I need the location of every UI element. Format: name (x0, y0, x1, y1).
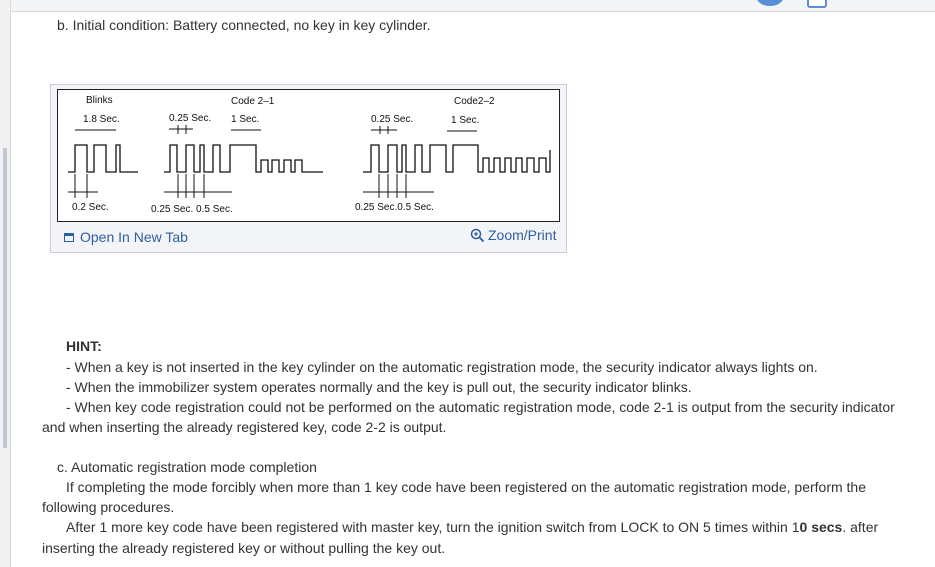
left-panel-edge (0, 0, 11, 567)
zoom-print-label: Zoom/Print (488, 227, 557, 243)
t025a-label: 0.25 Sec. (169, 113, 212, 124)
zoom-print-link[interactable] (470, 227, 556, 243)
hint-title: HINT: (66, 338, 102, 354)
t025b-label: 0.25 Sec. (371, 114, 414, 125)
timing-diagram-svg (58, 90, 561, 223)
p2-text-pre: After 1 more key code have been registered with master key, turn the ignition switch from LOCK to ON 5 times within 1 (66, 519, 800, 535)
open-in-new-tab-label: Open In New Tab (80, 229, 188, 245)
b02-label: 0.2 Sec. (72, 202, 109, 213)
open-in-new-tab-link[interactable] (64, 229, 188, 245)
hint-item-2: - When the immobilizer system operates normally and the key is pull out, the security indicator blinks. (66, 379, 692, 395)
hint-item-3: - When key code registration could not be performed on the automatic registration mode, code 2-1 is output from the security indicator (66, 399, 895, 415)
waveforms (68, 145, 550, 172)
avatar[interactable] (756, 0, 784, 6)
zoom-icon (470, 228, 485, 243)
p2-text-post: . after (842, 519, 879, 535)
b025-05b-label: 0.25 Sec.0.5 Sec. (355, 202, 434, 213)
p2-text-bold: 0 secs (799, 519, 843, 535)
section-c-p2-line1 (66, 517, 878, 537)
t1b-label: 1 Sec. (451, 115, 480, 126)
top-toolbar (0, 0, 935, 12)
code22-label: Code2–2 (454, 96, 495, 107)
chat-icon[interactable] (807, 0, 827, 8)
bottom-dimension-arrows (68, 174, 434, 198)
t1a-label: 1 Sec. (231, 114, 260, 125)
figure-container (50, 84, 567, 253)
section-c-heading: c. Automatic registration mode completion (57, 459, 317, 475)
new-tab-icon (64, 233, 74, 242)
hint-item-3-cont: and when inserting the already registered key, code 2-2 is output. (42, 419, 447, 435)
t18-label: 1.8 Sec. (83, 114, 120, 125)
top-dimension-arrows (75, 125, 477, 134)
section-c-p1-line1: If completing the mode forcibly when more than 1 key code have been registered on the automatic registration mode, perform the (66, 479, 866, 495)
b025-05a-label: 0.25 Sec. 0.5 Sec. (151, 204, 233, 215)
section-c-p1-line2: following procedures. (42, 499, 175, 515)
blinks-label: Blinks (86, 95, 113, 106)
section-b-heading: b. Initial condition: Battery connected, no key in key cylinder. (57, 17, 431, 33)
scroll-accent (3, 148, 7, 448)
timing-diagram (57, 89, 560, 222)
hint-item-1: - When a key is not inserted in the key cylinder on the automatic registration mode, the security indicator always lights on. (66, 359, 818, 375)
section-c-p2-line2: inserting the already registered key or without pulling the key out. (42, 540, 446, 556)
code21-label: Code 2–1 (231, 96, 275, 107)
